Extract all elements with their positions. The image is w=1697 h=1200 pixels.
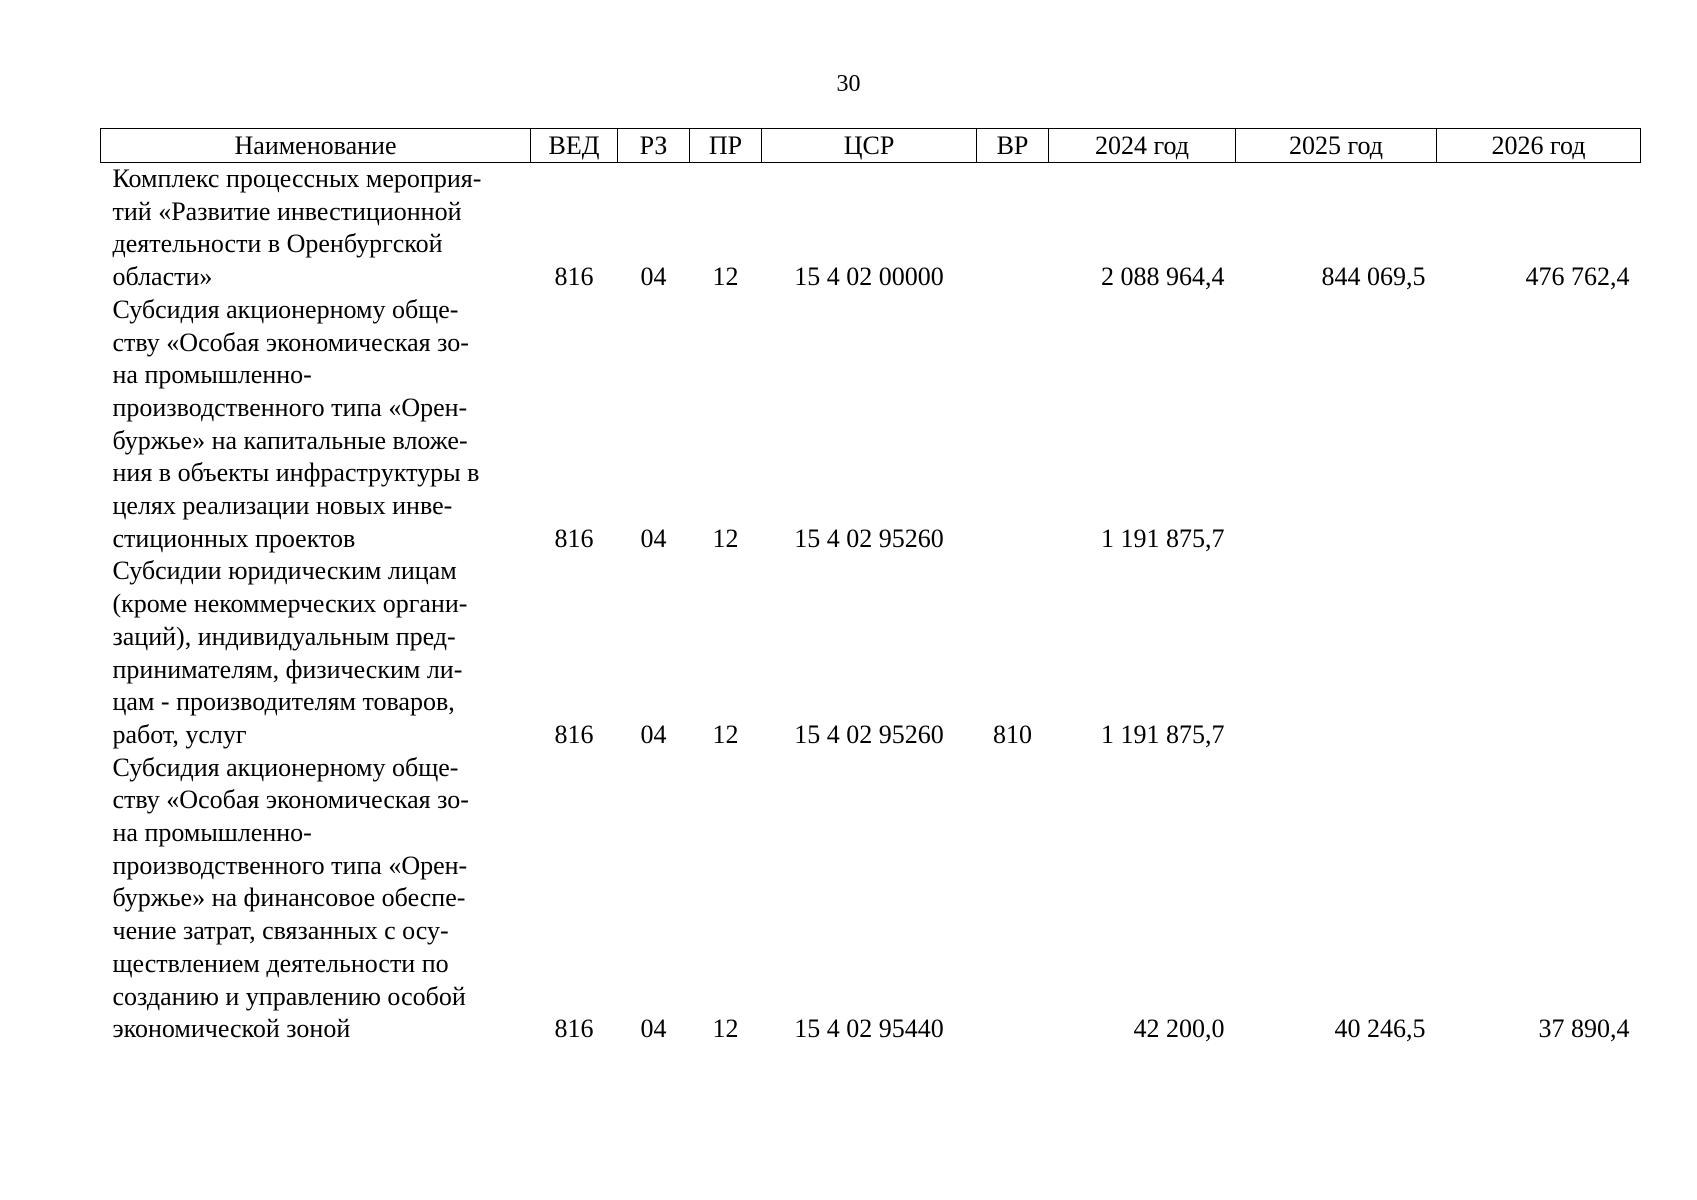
table-row [101, 294, 1641, 556]
row-2024: 2 088 964,4 [1101, 262, 1225, 292]
header-rz: РЗ [618, 129, 690, 163]
row-pr: 12 [712, 719, 739, 749]
row-vr [977, 294, 1049, 556]
row-ved: 816 [554, 523, 594, 553]
table-row [101, 555, 1641, 751]
header-2024: 2024 год [1049, 129, 1236, 163]
row-2026: 37 890,4 [1538, 1014, 1630, 1044]
table-row [101, 163, 1641, 294]
row-pr: 12 [712, 262, 739, 292]
row-rz: 04 [640, 523, 667, 553]
table-row [101, 752, 1641, 1046]
row-2025: 40 246,5 [1334, 1014, 1426, 1044]
row-vr [977, 163, 1049, 294]
row-2026 [1437, 294, 1641, 556]
table-header [101, 129, 1641, 163]
header-csr: ЦСР [762, 129, 977, 163]
row-2026 [1437, 555, 1641, 751]
header-row [101, 129, 1641, 163]
row-pr: 12 [712, 1014, 739, 1044]
header-name: Наименование [101, 129, 531, 163]
row-2024: 42 200,0 [1133, 1014, 1225, 1044]
row-csr: 15 4 02 00000 [794, 262, 944, 292]
row-2025: 844 069,5 [1321, 262, 1426, 292]
row-ved: 816 [554, 1014, 594, 1044]
row-pr: 12 [712, 523, 739, 553]
row-vr: 810 [993, 719, 1032, 749]
row-2024: 1 191 875,7 [1101, 523, 1225, 553]
header-vr: ВР [977, 129, 1049, 163]
row-2025 [1236, 555, 1437, 751]
row-csr: 15 4 02 95260 [794, 719, 944, 749]
row-ved: 816 [554, 262, 594, 292]
table-body [101, 163, 1641, 1046]
header-pr: ПР [690, 129, 762, 163]
header-2025: 2025 год [1236, 129, 1437, 163]
page-number: 30 [836, 71, 861, 97]
budget-table [100, 128, 1641, 1046]
row-name: Субсидии юридическим лицам (кроме некоммерческих органи- заций), индивидуальным пред- принимателям, физическим ли- цам - производителям товаров, работ, услуг [112, 556, 468, 749]
header-ved: ВЕД [531, 129, 618, 163]
row-ved: 816 [554, 719, 594, 749]
row-name: Комплекс процессных мероприя- тий «Развитие инвестиционной деятельности в Оренбургской области» [112, 164, 482, 292]
row-2026: 476 762,4 [1525, 262, 1630, 292]
row-name: Субсидия акционерному обще- ству «Особая экономическая зо- на промышленно- производственного типа «Орен- буржье» на капитальные вложе- ния в объекты инфраструктуры в целях реализации новых инве- стиционных проектов [112, 294, 480, 553]
row-2024: 1 191 875,7 [1101, 719, 1225, 749]
row-csr: 15 4 02 95260 [794, 523, 944, 553]
row-rz: 04 [640, 1014, 667, 1044]
row-vr [977, 752, 1049, 1046]
row-rz: 04 [640, 719, 667, 749]
header-2026: 2026 год [1437, 129, 1641, 163]
row-rz: 04 [640, 262, 667, 292]
row-csr: 15 4 02 95440 [794, 1014, 944, 1044]
row-2025 [1236, 294, 1437, 556]
row-name: Субсидия акционерному обще- ству «Особая экономическая зо- на промышленно- производственного типа «Орен- буржье» на финансовое обеспе- чение затрат, связанных с осу- ществлением деятельности по созданию и управлению особой экономической зоной [112, 752, 469, 1044]
